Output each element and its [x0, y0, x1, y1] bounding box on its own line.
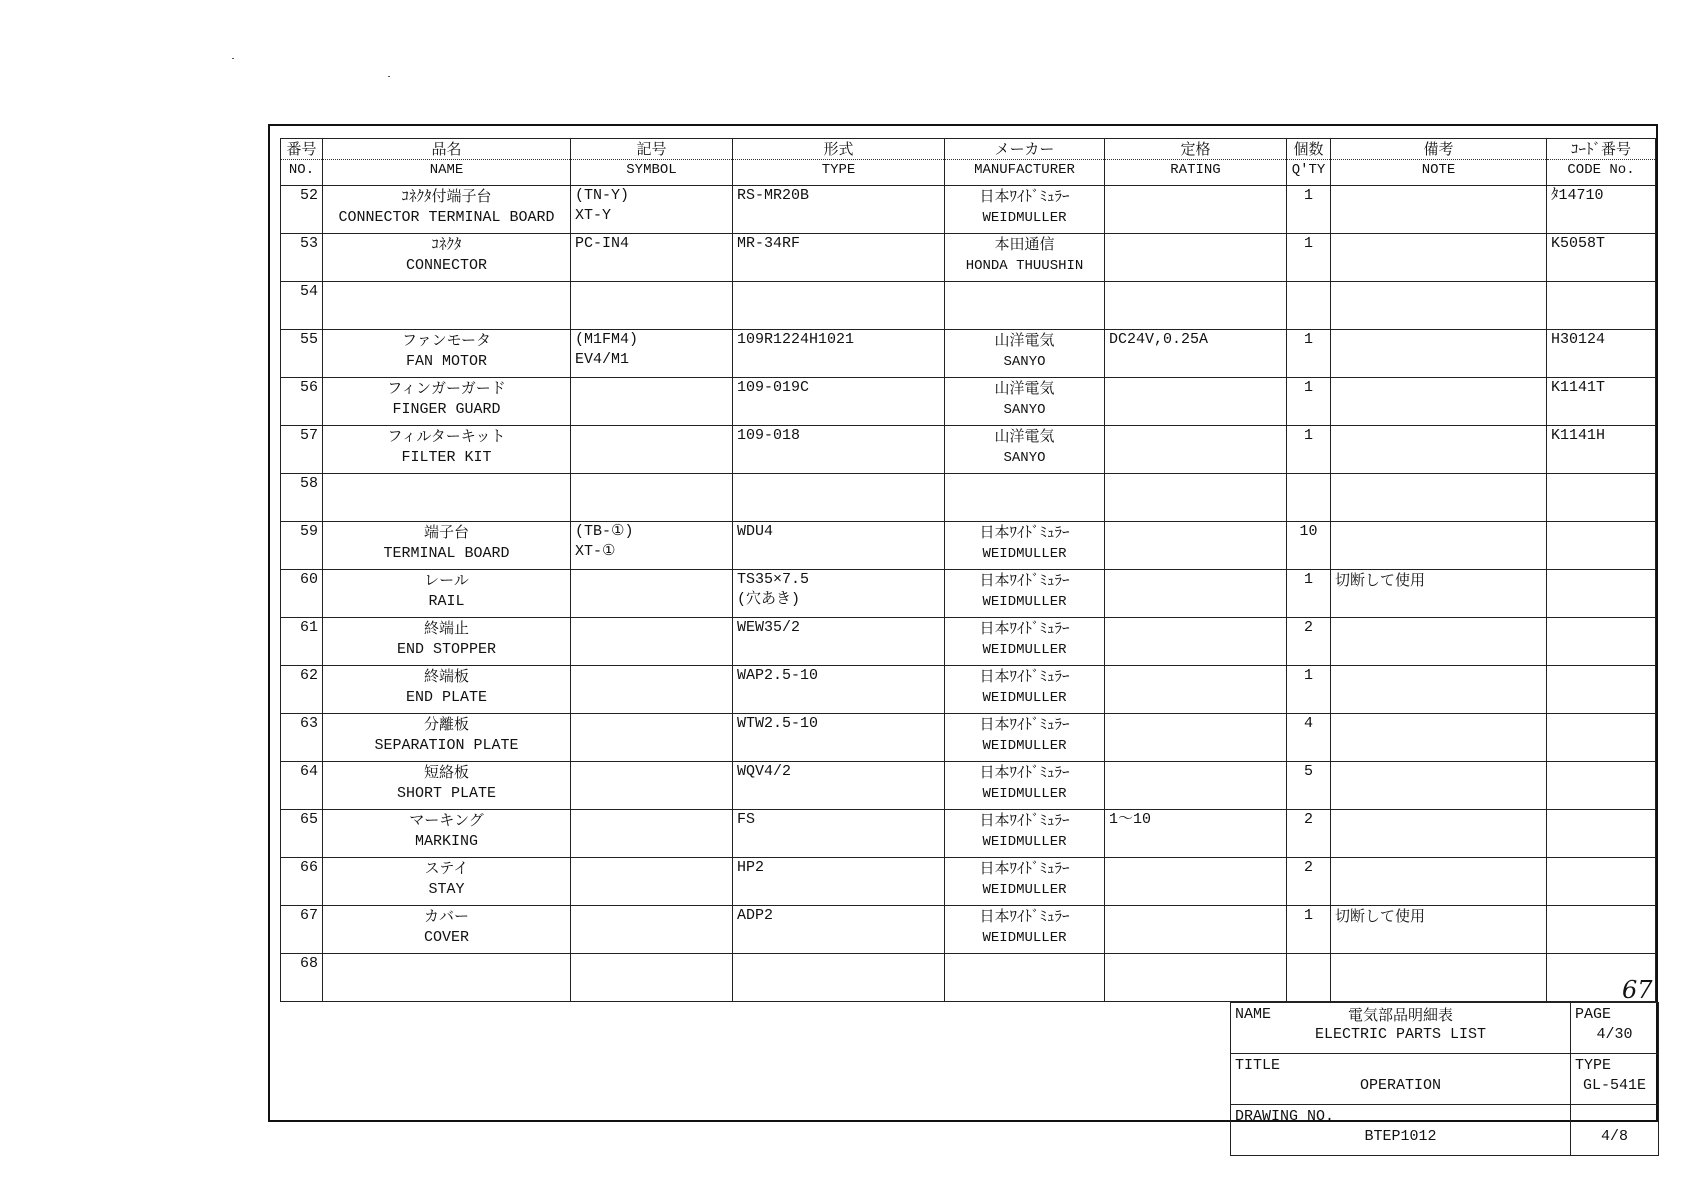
row-note: 切断して使用: [1331, 906, 1547, 954]
row-name: [323, 570, 571, 618]
row-type: FS: [733, 810, 945, 858]
row-name-en: CONNECTOR: [405, 257, 487, 274]
row-name: [323, 954, 571, 1002]
row-qty: 4: [1287, 714, 1331, 762]
row-name: [323, 474, 571, 522]
row-qty: 1: [1287, 906, 1331, 954]
row-name: [323, 618, 571, 666]
row-name-en: END STOPPER: [396, 641, 497, 658]
row-code: [1547, 810, 1656, 858]
row-qty: 5: [1287, 762, 1331, 810]
row-symbol: [571, 810, 733, 858]
row-no: 60: [281, 570, 323, 618]
row-code: K1141H: [1547, 426, 1656, 474]
title-value: OPERATION: [1359, 1077, 1441, 1094]
row-code: H30124: [1547, 330, 1656, 378]
row-note: [1331, 474, 1547, 522]
row-manufacturer: [945, 762, 1105, 810]
row-rating: [1105, 858, 1287, 906]
row-no: 52: [281, 186, 323, 234]
row-no: 59: [281, 522, 323, 570]
table-row: [281, 954, 1656, 1002]
scan-speck: [388, 76, 390, 77]
row-code: [1547, 570, 1656, 618]
row-qty: 10: [1287, 522, 1331, 570]
row-no: 61: [281, 618, 323, 666]
row-type: [733, 954, 945, 1002]
row-type: [733, 474, 945, 522]
row-name: [323, 666, 571, 714]
row-note: [1331, 426, 1547, 474]
row-symbol: [571, 426, 733, 474]
row-manufacturer-en: HONDA THUUSHIN: [965, 258, 1084, 274]
row-manufacturer: [945, 474, 1105, 522]
row-manufacturer-en: WEIDMULLER: [982, 834, 1067, 850]
row-note: [1331, 186, 1547, 234]
table-row: [281, 522, 1656, 570]
row-note: [1331, 954, 1547, 1002]
drawing-value: BTEP1012: [1364, 1128, 1437, 1145]
row-name: [323, 378, 571, 426]
title-block-type-cell: [1571, 1054, 1659, 1105]
row-qty: 1: [1287, 330, 1331, 378]
row-symbol: [571, 474, 733, 522]
row-manufacturer: [945, 858, 1105, 906]
row-symbol: [571, 762, 733, 810]
row-note: [1331, 762, 1547, 810]
name-jp: 電気部品明細表: [1347, 1006, 1453, 1024]
row-qty: [1287, 282, 1331, 330]
sheet-value: 4/8: [1600, 1128, 1628, 1145]
row-no: 55: [281, 330, 323, 378]
table-row: [281, 474, 1656, 522]
row-type: WDU4: [733, 522, 945, 570]
row-code: [1547, 906, 1656, 954]
row-manufacturer: [945, 954, 1105, 1002]
row-rating: [1105, 522, 1287, 570]
row-manufacturer-jp: 日本ﾜｲﾄﾞﾐｭﾗｰ: [979, 619, 1070, 637]
row-name-jp: ファンモータ: [401, 331, 492, 349]
header-type: 形式 TYPE: [733, 139, 945, 186]
row-manufacturer-en: SANYO: [1003, 402, 1046, 418]
row-manufacturer-en: WEIDMULLER: [982, 210, 1067, 226]
row-type: [733, 282, 945, 330]
row-rating: [1105, 570, 1287, 618]
row-manufacturer-jp: 日本ﾜｲﾄﾞﾐｭﾗｰ: [979, 811, 1070, 829]
row-qty: [1287, 954, 1331, 1002]
table-row: [281, 426, 1656, 474]
row-manufacturer: [945, 522, 1105, 570]
row-note: [1331, 618, 1547, 666]
row-manufacturer-en: WEIDMULLER: [982, 642, 1067, 658]
row-qty: 1: [1287, 666, 1331, 714]
row-symbol: PC-IN4: [571, 234, 733, 282]
row-qty: 1: [1287, 186, 1331, 234]
row-manufacturer-en: WEIDMULLER: [982, 690, 1067, 706]
row-name: [323, 858, 571, 906]
row-note: [1331, 282, 1547, 330]
header-symbol: 記号 SYMBOL: [571, 139, 733, 186]
row-name-en: MARKING: [414, 833, 478, 850]
row-rating: [1105, 474, 1287, 522]
table-row: [281, 186, 1656, 234]
header-qty: 個数 Q'TY: [1287, 139, 1331, 186]
name-label: NAME: [1235, 1006, 1272, 1023]
table-row: [281, 666, 1656, 714]
row-rating: [1105, 234, 1287, 282]
row-rating: [1105, 282, 1287, 330]
table-row: [281, 762, 1656, 810]
row-code: ﾀ14710: [1547, 186, 1656, 234]
table-row: [281, 378, 1656, 426]
row-manufacturer: [945, 378, 1105, 426]
row-symbol: (TN-Y) XT-Y: [571, 186, 733, 234]
row-no: 54: [281, 282, 323, 330]
header-name: 品名 NAME: [323, 139, 571, 186]
row-name-en: COVER: [423, 929, 469, 946]
row-type: HP2: [733, 858, 945, 906]
row-code: [1547, 858, 1656, 906]
row-name-jp: カバー: [423, 907, 469, 925]
row-name: [323, 282, 571, 330]
row-name-jp: 端子台: [423, 523, 469, 541]
row-no: 66: [281, 858, 323, 906]
row-type: 109-019C: [733, 378, 945, 426]
row-manufacturer: [945, 426, 1105, 474]
title-block-title-cell: [1231, 1054, 1571, 1105]
row-qty: 2: [1287, 618, 1331, 666]
row-code: [1547, 474, 1656, 522]
row-manufacturer-jp: 山洋電気: [994, 427, 1055, 445]
row-name-en: FAN MOTOR: [405, 353, 487, 370]
row-code: K5058T: [1547, 234, 1656, 282]
row-type: WQV4/2: [733, 762, 945, 810]
row-name: [323, 234, 571, 282]
header-rating: 定格 RATING: [1105, 139, 1287, 186]
row-no: 63: [281, 714, 323, 762]
header-manufacturer: メーカー MANUFACTURER: [945, 139, 1105, 186]
table-row: [281, 330, 1656, 378]
row-manufacturer-en: WEIDMULLER: [982, 930, 1067, 946]
table-row: [281, 714, 1656, 762]
row-manufacturer-en: WEIDMULLER: [982, 594, 1067, 610]
row-rating: [1105, 954, 1287, 1002]
table-header-row: [281, 139, 1656, 186]
row-rating: [1105, 906, 1287, 954]
row-no: 65: [281, 810, 323, 858]
row-code: K1141T: [1547, 378, 1656, 426]
row-type: RS-MR20B: [733, 186, 945, 234]
row-rating: DC24V,0.25A: [1105, 330, 1287, 378]
row-manufacturer-jp: 日本ﾜｲﾄﾞﾐｭﾗｰ: [979, 571, 1070, 589]
row-no: 56: [281, 378, 323, 426]
row-note: [1331, 378, 1547, 426]
name-en: ELECTRIC PARTS LIST: [1314, 1026, 1487, 1043]
row-name-jp: フィンガーガード: [387, 379, 506, 397]
row-manufacturer: [945, 234, 1105, 282]
row-manufacturer-jp: 日本ﾜｲﾄﾞﾐｭﾗｰ: [979, 763, 1070, 781]
row-manufacturer-en: SANYO: [1003, 450, 1046, 466]
row-name: [323, 906, 571, 954]
row-code: [1547, 618, 1656, 666]
row-code: [1547, 762, 1656, 810]
row-name-jp: 終端板: [423, 667, 469, 685]
row-type: 109R1224H1021: [733, 330, 945, 378]
row-type: WAP2.5-10: [733, 666, 945, 714]
row-name-en: SHORT PLATE: [396, 785, 497, 802]
row-name-en: FILTER KIT: [401, 449, 492, 466]
row-rating: 1～10: [1105, 810, 1287, 858]
row-no: 68: [281, 954, 323, 1002]
row-qty: 1: [1287, 570, 1331, 618]
row-manufacturer-jp: 日本ﾜｲﾄﾞﾐｭﾗｰ: [979, 667, 1070, 685]
row-manufacturer: [945, 618, 1105, 666]
row-manufacturer: [945, 666, 1105, 714]
row-type: TS35×7.5 (穴あき): [733, 570, 945, 618]
row-symbol: [571, 282, 733, 330]
row-manufacturer: [945, 186, 1105, 234]
table-row: [281, 618, 1656, 666]
row-name-jp: ｺﾈｸﾀ付端子台: [401, 187, 492, 205]
row-rating: [1105, 426, 1287, 474]
parts-table-body: [281, 186, 1656, 1002]
row-manufacturer: [945, 282, 1105, 330]
row-manufacturer-en: SANYO: [1003, 354, 1046, 370]
table-row: [281, 906, 1656, 954]
row-name: [323, 426, 571, 474]
table-row: [281, 570, 1656, 618]
row-code: [1547, 714, 1656, 762]
row-manufacturer-jp: 山洋電気: [994, 331, 1055, 349]
table-row: [281, 282, 1656, 330]
row-note: [1331, 858, 1547, 906]
row-code: [1547, 522, 1656, 570]
row-manufacturer-jp: 日本ﾜｲﾄﾞﾐｭﾗｰ: [979, 859, 1070, 877]
row-name: [323, 762, 571, 810]
row-name-jp: マーキング: [409, 811, 484, 829]
header-code: ｺｰﾄﾞ番号 CODE No.: [1547, 139, 1656, 186]
row-manufacturer: [945, 810, 1105, 858]
row-symbol: [571, 618, 733, 666]
row-name-jp: フィルターキット: [387, 427, 506, 445]
row-name: [323, 186, 571, 234]
row-symbol: [571, 666, 733, 714]
table-row: [281, 234, 1656, 282]
row-note: [1331, 330, 1547, 378]
row-symbol: (M1FM4) EV4/M1: [571, 330, 733, 378]
handwritten-page-mark: 67: [1622, 976, 1653, 1004]
page-label: PAGE: [1575, 1006, 1612, 1023]
row-symbol: [571, 954, 733, 1002]
page-value: 4/30: [1596, 1026, 1633, 1043]
row-no: 53: [281, 234, 323, 282]
type-label: TYPE: [1575, 1057, 1612, 1074]
row-rating: [1105, 666, 1287, 714]
row-manufacturer-jp: 山洋電気: [994, 379, 1055, 397]
row-name: [323, 714, 571, 762]
row-manufacturer-en: WEIDMULLER: [982, 546, 1067, 562]
table-row: [281, 810, 1656, 858]
row-symbol: [571, 858, 733, 906]
title-block-page-cell: [1571, 1003, 1659, 1054]
row-name-jp: ステイ: [424, 859, 469, 877]
row-qty: 2: [1287, 858, 1331, 906]
row-type: 109-018: [733, 426, 945, 474]
row-manufacturer: [945, 714, 1105, 762]
row-rating: [1105, 618, 1287, 666]
row-manufacturer: [945, 906, 1105, 954]
row-no: 57: [281, 426, 323, 474]
row-no: 67: [281, 906, 323, 954]
row-manufacturer-en: WEIDMULLER: [982, 882, 1067, 898]
row-note: [1331, 234, 1547, 282]
row-note: [1331, 522, 1547, 570]
row-manufacturer-jp: 日本ﾜｲﾄﾞﾐｭﾗｰ: [979, 715, 1070, 733]
scan-speck: [232, 58, 234, 59]
row-rating: [1105, 714, 1287, 762]
row-name-en: FINGER GUARD: [392, 401, 501, 418]
row-code: [1547, 666, 1656, 714]
row-name-jp: レール: [424, 571, 469, 589]
title-label: TITLE: [1235, 1057, 1281, 1074]
row-type: ADP2: [733, 906, 945, 954]
row-note: [1331, 666, 1547, 714]
row-name-en: CONNECTOR TERMINAL BOARD: [338, 209, 555, 226]
row-no: 64: [281, 762, 323, 810]
row-manufacturer: [945, 330, 1105, 378]
drawing-label: DRAWING NO.: [1235, 1108, 1335, 1125]
row-rating: [1105, 186, 1287, 234]
row-manufacturer-jp: 本田通信: [994, 235, 1055, 253]
row-manufacturer: [945, 570, 1105, 618]
row-type: MR-34RF: [733, 234, 945, 282]
title-block: [1230, 1002, 1659, 1156]
row-qty: 1: [1287, 378, 1331, 426]
row-name: [323, 810, 571, 858]
row-note: [1331, 810, 1547, 858]
row-name-jp: 終端止: [423, 619, 469, 637]
type-value: GL-541E: [1582, 1077, 1646, 1094]
header-note: 備考 NOTE: [1331, 139, 1547, 186]
row-qty: 1: [1287, 426, 1331, 474]
row-note: [1331, 714, 1547, 762]
row-symbol: [571, 378, 733, 426]
row-name-en: RAIL: [428, 593, 465, 610]
row-qty: 1: [1287, 234, 1331, 282]
row-manufacturer-jp: 日本ﾜｲﾄﾞﾐｭﾗｰ: [979, 187, 1070, 205]
row-type: WTW2.5-10: [733, 714, 945, 762]
row-symbol: [571, 714, 733, 762]
row-rating: [1105, 378, 1287, 426]
row-name-en: STAY: [428, 881, 465, 898]
row-name: [323, 330, 571, 378]
title-block-sheet-cell: [1571, 1105, 1659, 1156]
row-symbol: [571, 906, 733, 954]
row-rating: [1105, 762, 1287, 810]
row-note: 切断して使用: [1331, 570, 1547, 618]
row-no: 58: [281, 474, 323, 522]
row-no: 62: [281, 666, 323, 714]
row-name: [323, 522, 571, 570]
row-manufacturer-jp: 日本ﾜｲﾄﾞﾐｭﾗｰ: [979, 523, 1070, 541]
row-symbol: (TB-①) XT-①: [571, 522, 733, 570]
row-name-en: TERMINAL BOARD: [383, 545, 510, 562]
title-block-name-cell: [1231, 1003, 1571, 1054]
row-name-en: SEPARATION PLATE: [374, 737, 519, 754]
row-name-jp: 分離板: [423, 715, 469, 733]
row-type: WEW35/2: [733, 618, 945, 666]
row-qty: [1287, 474, 1331, 522]
row-symbol: [571, 570, 733, 618]
title-block-drawing-cell: [1231, 1105, 1571, 1156]
parts-table: [280, 138, 1656, 1002]
row-name-en: END PLATE: [405, 689, 487, 706]
header-no: 番号 NO.: [281, 139, 323, 186]
table-row: [281, 858, 1656, 906]
row-manufacturer-en: WEIDMULLER: [982, 786, 1067, 802]
row-manufacturer-jp: 日本ﾜｲﾄﾞﾐｭﾗｰ: [979, 907, 1070, 925]
row-name-jp: ｺﾈｸﾀ: [431, 235, 462, 253]
row-manufacturer-en: WEIDMULLER: [982, 738, 1067, 754]
row-qty: 2: [1287, 810, 1331, 858]
row-code: [1547, 282, 1656, 330]
row-name-jp: 短絡板: [423, 763, 469, 781]
